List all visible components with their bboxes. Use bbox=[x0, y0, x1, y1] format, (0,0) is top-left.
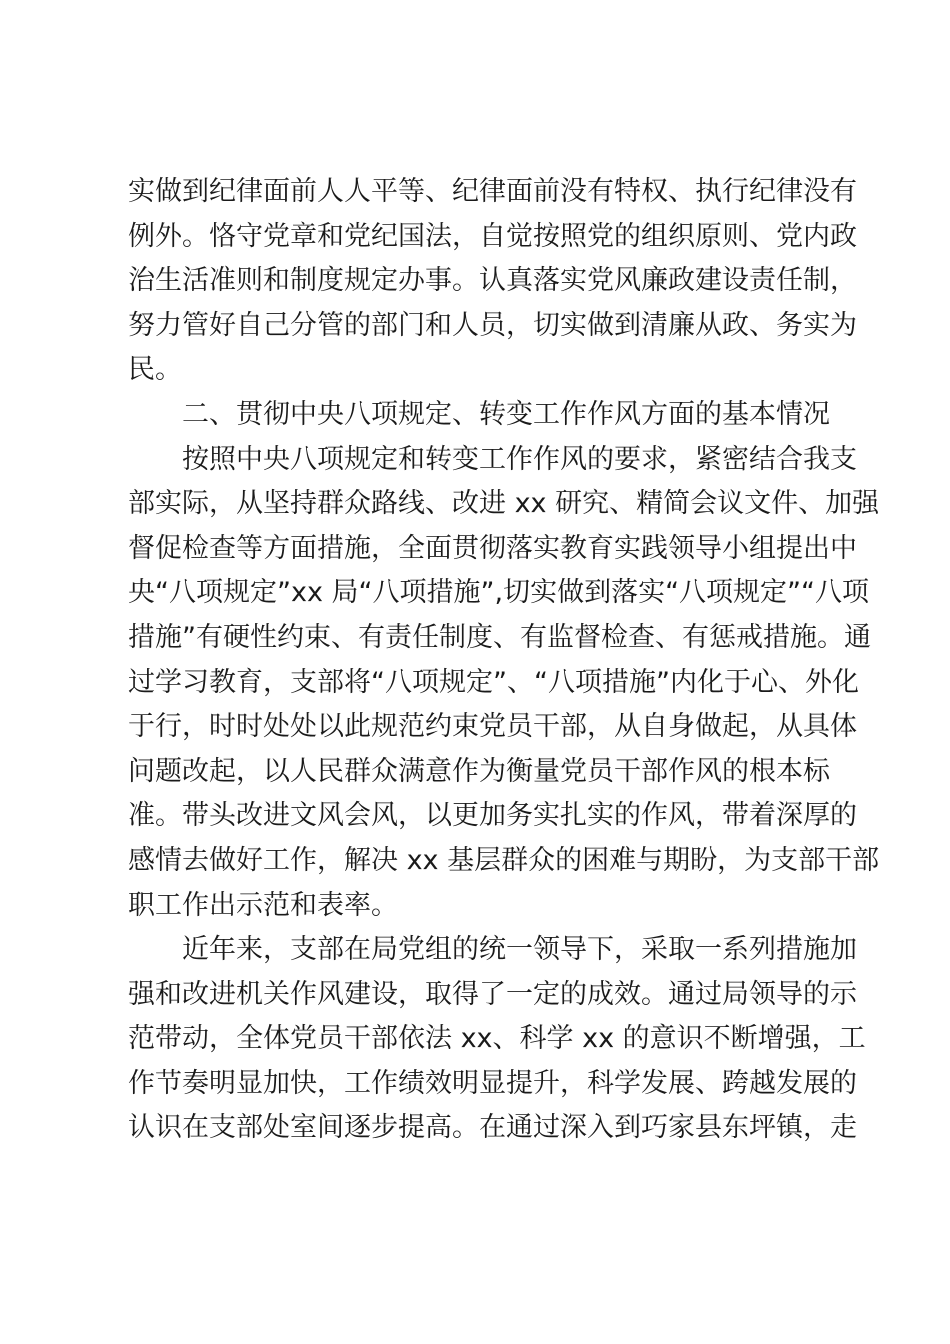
text-line: 治生活准则和制度规定办事。认真落实党风廉政建设责任制， bbox=[128, 265, 857, 297]
document-body bbox=[128, 170, 880, 1151]
text-line: 实做到纪律面前人人平等、纪律面前没有特权、执行纪律没有 bbox=[128, 176, 857, 207]
text-line: 范带动，全体党员干部依法 xx、科学 xx 的意识不断增强，工 bbox=[128, 1023, 866, 1055]
text-line: 职工作出示范和表率。 bbox=[128, 889, 398, 921]
text-line: 认识在支部处室间逐步提高。在通过深入到巧家县东坪镇，走 bbox=[128, 1112, 857, 1144]
text-line: 央“八项规定”xx 局“八项措施”,切实做到落实“八项规定”“八项 bbox=[128, 577, 870, 609]
section-heading: 二、贯彻中央八项规定、转变工作作风方面的基本情况 bbox=[182, 398, 830, 430]
text-line: 按照中央八项规定和转变工作作风的要求，紧密结合我支 bbox=[182, 443, 857, 475]
text-line: 过学习教育，支部将“八项规定”、“八项措施”内化于心、外化 bbox=[128, 666, 859, 698]
text-line: 问题改起，以人民群众满意作为衡量党员干部作风的根本标 bbox=[128, 755, 830, 787]
text-line: 努力管好自己分管的部门和人员，切实做到清廉从政、务实为 bbox=[128, 309, 857, 341]
text-line: 部实际，从坚持群众路线、改进 xx 研究、精简会议文件、加强 bbox=[128, 488, 880, 520]
text-line: 于行，时时处处以此规范约束党员干部，从自身做起，从具体 bbox=[128, 711, 857, 743]
text-line: 近年来，支部在局党组的统一领导下，采取一系列措施加 bbox=[182, 934, 857, 966]
text-line: 准。带头改进文风会风，以更加务实扎实的作风，带着深厚的 bbox=[128, 800, 857, 832]
text-line: 例外。恪守党章和党纪国法，自觉按照党的组织原则、党内政 bbox=[128, 220, 857, 252]
text-line: 作节奏明显加快，工作绩效明显提升，科学发展、跨越发展的 bbox=[128, 1067, 857, 1099]
text-line: 强和改进机关作风建设，取得了一定的成效。通过局领导的示 bbox=[128, 978, 857, 1010]
text-line: 督促检查等方面措施，全面贯彻落实教育实践领导小组提出中 bbox=[128, 532, 857, 564]
text-line: 民。 bbox=[128, 354, 182, 386]
text-line: 感情去做好工作，解决 xx 基层群众的困难与期盼，为支部干部 bbox=[128, 844, 880, 876]
text-line: 措施”有硬性约束、有责任制度、有监督检查、有惩戒措施。通 bbox=[128, 621, 871, 653]
